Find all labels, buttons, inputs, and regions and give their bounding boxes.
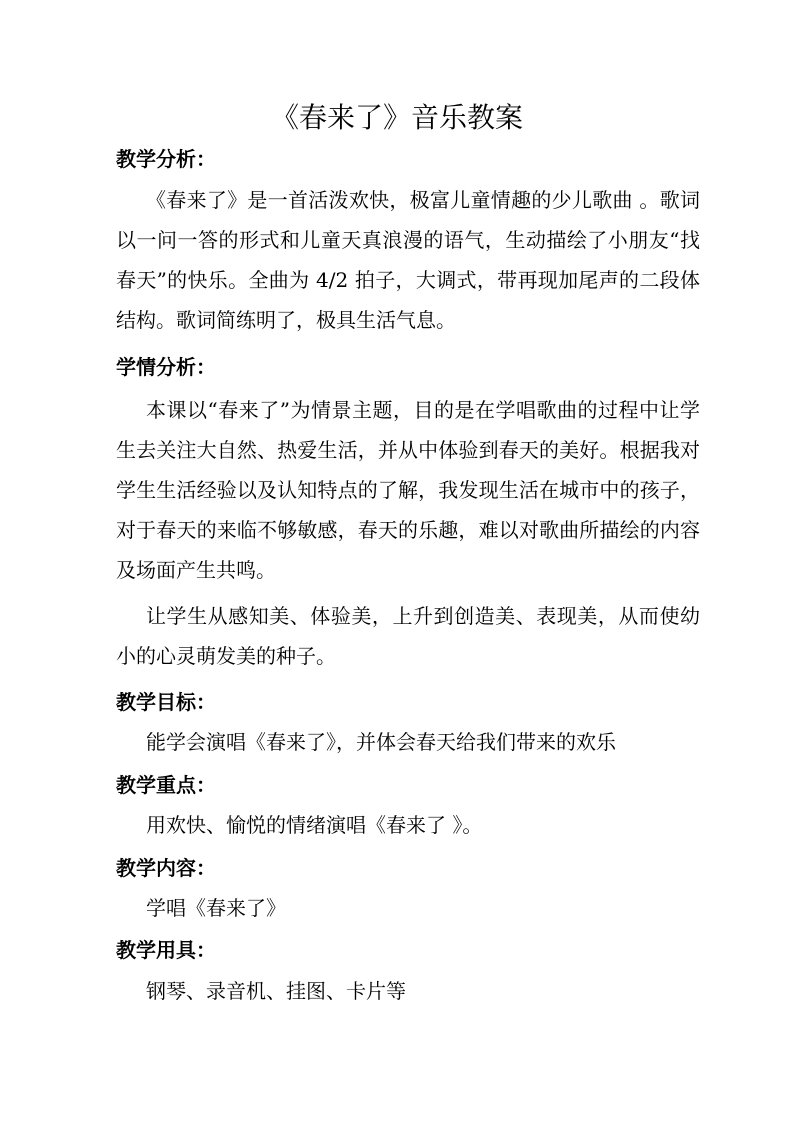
paragraph-learner-analysis-2: 让学生从感知美、体验美，上升到创造美、表现美，从而使幼小的心灵萌发美的种子。 bbox=[116, 604, 700, 668]
text-teaching-content: 学唱《春来了》 bbox=[146, 896, 286, 920]
heading-teaching-goal: 教学目标： bbox=[116, 690, 216, 714]
heading-teaching-analysis: 教学分析： bbox=[116, 147, 216, 171]
heading-teaching-content: 教学内容： bbox=[116, 856, 216, 880]
text-teaching-goal: 能学会演唱《春来了》，并体会春天给我们带来的欢乐 bbox=[146, 730, 616, 754]
paragraph-teaching-analysis: 《春来了》是一首活泼欢快，极富儿童情趣的少儿歌曲 。歌词以一问一答的形式和儿童天真浪漫的语气，生动描绘了小朋友“找春天”的快乐。全曲为 4/2 拍子，大调式，带再现加尾声的二段体结构。歌词简练明了，极具生活气息。 bbox=[116, 188, 700, 332]
heading-learner-analysis: 学情分析： bbox=[116, 355, 216, 379]
paragraph-learner-analysis-1: 本课以“春来了”为情景主题，目的是在学唱歌曲的过程中让学生去关注大自然、热爱生活，并从中体验到春天的美好。根据我对学生生活经验以及认知特点的了解，我发现生活在城市中的孩子，对于春天的来临不够敏感，春天的乐趣，难以对歌曲所描绘的内容及场面产生共鸣。 bbox=[116, 398, 700, 582]
heading-teaching-focus: 教学重点： bbox=[116, 773, 216, 797]
page-title: 《春来了》音乐教案 bbox=[270, 101, 523, 134]
text-teaching-focus: 用欢快、愉悦的情绪演唱《春来了 》。 bbox=[146, 813, 483, 837]
heading-teaching-tools: 教学用具： bbox=[116, 938, 216, 962]
text-teaching-tools: 钢琴、录音机、挂图、卡片等 bbox=[146, 979, 406, 1003]
